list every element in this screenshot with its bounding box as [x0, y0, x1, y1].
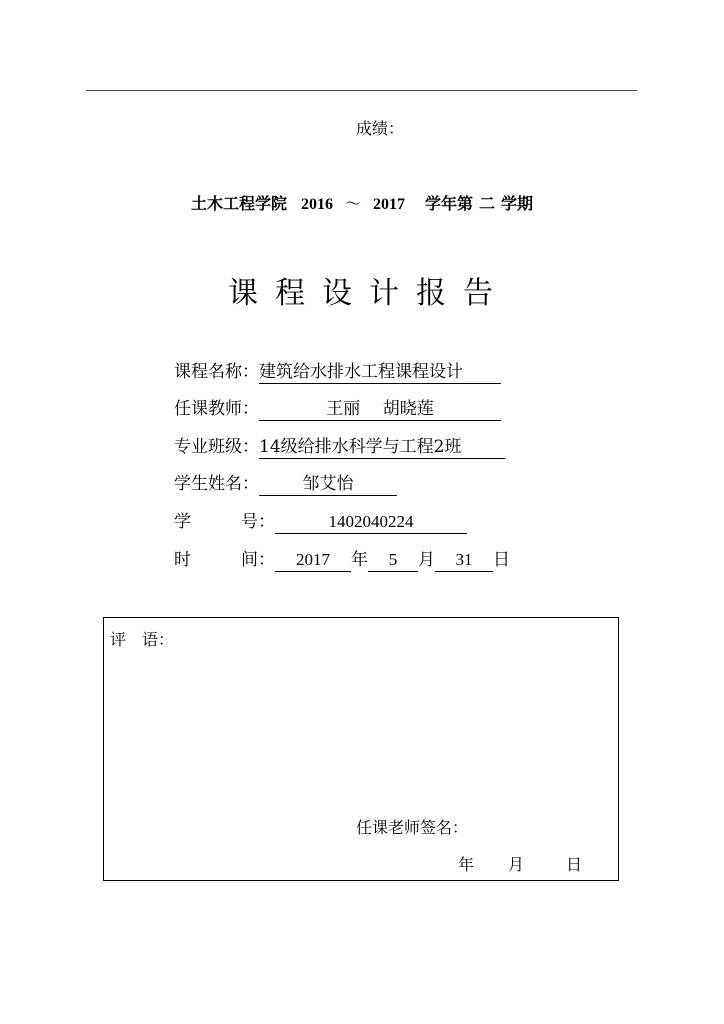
colon: ： [242, 474, 259, 494]
comment-month-unit: 月 [508, 855, 525, 874]
student-id-label-1: 学 [174, 512, 191, 532]
student-id-label-2: 号 [241, 512, 258, 532]
time-day-value: 31 [435, 549, 493, 572]
teacher-label: 任课教师 [174, 399, 242, 419]
academic-year-label: 学年第 [424, 194, 473, 213]
course-name-value: 建筑给水排水工程课程设计 [259, 361, 501, 384]
course-name-label: 课程名称 [174, 362, 242, 382]
time-label [174, 548, 258, 572]
tilde: ～ [344, 194, 361, 213]
colon: ： [258, 512, 275, 532]
comment-label-1: 评 [110, 630, 127, 649]
top-rule [86, 90, 637, 91]
time-year-value: 2017 [275, 549, 351, 572]
year-start: 2016 [300, 196, 333, 213]
time-month-value: 5 [368, 549, 418, 572]
student-id-label [174, 510, 258, 534]
class-value: 14级给排水科学与工程2班 [259, 436, 505, 459]
course-name-row [174, 360, 501, 384]
signature-label: 任课老师签名： [356, 818, 469, 837]
year-end: 2017 [372, 196, 405, 213]
time-row [174, 548, 510, 572]
student-name-value: 邹艾怡 [259, 473, 397, 496]
time-label-1: 时 [174, 550, 191, 570]
class-label: 专业班级 [174, 437, 242, 457]
semester-line [0, 191, 724, 214]
time-label-2: 间 [241, 550, 258, 570]
score-label: 成绩： [356, 119, 405, 138]
colon: ： [242, 399, 259, 419]
comment-label-2: 语： [142, 630, 175, 649]
comment-label [110, 627, 174, 650]
student-name-row [174, 472, 397, 496]
student-id-value: 1402040224 [275, 511, 467, 534]
student-name-label: 学生姓名 [174, 474, 242, 494]
colon: ： [242, 437, 259, 457]
college-name: 土木工程学院 [190, 194, 287, 213]
teacher-row [174, 397, 501, 421]
class-row [174, 435, 505, 459]
teacher-value: 王丽 胡晓莲 [259, 398, 501, 421]
colon: ： [242, 362, 259, 382]
comment-day-unit: 日 [566, 855, 583, 874]
comment-box [103, 617, 619, 881]
student-id-row [174, 510, 467, 534]
colon: ： [258, 550, 275, 570]
month-unit: 月 [418, 550, 435, 570]
day-unit: 日 [493, 550, 510, 570]
year-unit: 年 [351, 550, 368, 570]
term-number: 二 [479, 194, 496, 213]
comment-year-unit: 年 [458, 855, 475, 874]
comment-date-line [458, 852, 582, 875]
report-title: 课程设计报告 [228, 276, 510, 311]
term-label: 学期 [501, 194, 534, 213]
